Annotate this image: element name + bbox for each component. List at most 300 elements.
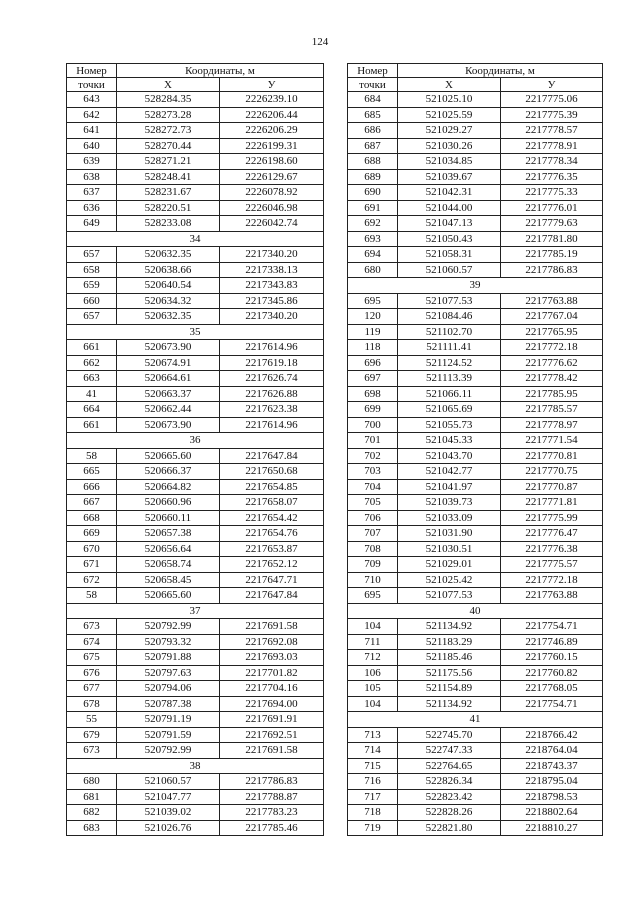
x-coordinate-cell: 521025.42 — [398, 572, 501, 588]
y-coordinate-cell: 2217786.83 — [501, 262, 603, 278]
coordinates-table-right — [347, 63, 603, 836]
x-coordinate-cell: 521039.67 — [398, 169, 501, 185]
point-number-cell: 697 — [348, 371, 398, 387]
point-number-cell: 709 — [348, 557, 398, 573]
point-number-header: Номер — [348, 64, 398, 78]
point-number-cell: 638 — [67, 169, 117, 185]
y-coordinate-cell: 2217340.20 — [220, 309, 324, 325]
x-coordinate-cell: 521047.77 — [117, 789, 220, 805]
y-coordinate-cell: 2217345.86 — [220, 293, 324, 309]
x-coordinate-cell: 521113.39 — [398, 371, 501, 387]
point-number-cell: 716 — [348, 774, 398, 790]
point-number-cell: 658 — [67, 262, 117, 278]
y-coordinate-cell: 2218743.37 — [501, 758, 603, 774]
table-row — [348, 340, 603, 356]
x-coordinate-cell: 520673.90 — [117, 340, 220, 356]
table-row — [348, 572, 603, 588]
x-coordinate-cell: 521084.46 — [398, 309, 501, 325]
coordinates-table-left — [66, 63, 324, 836]
x-coordinate-cell: 521043.70 — [398, 448, 501, 464]
point-number-cell: 55 — [67, 712, 117, 728]
table-row — [67, 154, 324, 170]
point-number-cell: 680 — [67, 774, 117, 790]
table-row — [348, 634, 603, 650]
y-coordinate-cell: 2217785.19 — [501, 247, 603, 263]
x-coordinate-cell: 520794.06 — [117, 681, 220, 697]
point-number-cell: 718 — [348, 805, 398, 821]
point-number-cell: 712 — [348, 650, 398, 666]
x-coordinate-cell: 520658.74 — [117, 557, 220, 573]
x-coordinate-cell: 528231.67 — [117, 185, 220, 201]
point-number-cell: 686 — [348, 123, 398, 139]
point-number-cell: 719 — [348, 820, 398, 836]
table-row — [67, 479, 324, 495]
y-coordinate-cell: 2217779.63 — [501, 216, 603, 232]
table-row — [67, 464, 324, 480]
x-coordinate-cell: 520660.96 — [117, 495, 220, 511]
y-coordinate-cell: 2217770.81 — [501, 448, 603, 464]
x-column-header: X — [117, 78, 220, 92]
table-row — [348, 293, 603, 309]
x-coordinate-cell: 521029.01 — [398, 557, 501, 573]
point-number-cell: 671 — [67, 557, 117, 573]
point-number-cell: 704 — [348, 479, 398, 495]
point-number-cell: 673 — [67, 619, 117, 635]
x-coordinate-cell: 520634.32 — [117, 293, 220, 309]
x-coordinate-cell: 528270.44 — [117, 138, 220, 154]
x-coordinate-cell: 521055.73 — [398, 417, 501, 433]
point-number-cell: 58 — [67, 588, 117, 604]
x-coordinate-cell: 520662.44 — [117, 402, 220, 418]
point-number-cell: 690 — [348, 185, 398, 201]
x-coordinate-cell: 521039.02 — [117, 805, 220, 821]
y-coordinate-cell: 2217623.38 — [220, 402, 324, 418]
point-number-cell: 681 — [67, 789, 117, 805]
y-coordinate-cell: 2217770.87 — [501, 479, 603, 495]
table-row — [348, 402, 603, 418]
table-row — [348, 510, 603, 526]
table-body-left — [67, 92, 324, 836]
table-row — [67, 774, 324, 790]
table-row — [67, 309, 324, 325]
point-number-cell: 706 — [348, 510, 398, 526]
table-row — [67, 293, 324, 309]
point-number-cell: 120 — [348, 309, 398, 325]
y-coordinate-cell: 2217776.38 — [501, 541, 603, 557]
y-coordinate-cell: 2217691.58 — [220, 743, 324, 759]
x-coordinate-cell: 521034.85 — [398, 154, 501, 170]
table-row — [67, 340, 324, 356]
table-row — [67, 216, 324, 232]
y-coordinate-cell: 2217776.01 — [501, 200, 603, 216]
table-row — [67, 386, 324, 402]
x-coordinate-cell: 520674.91 — [117, 355, 220, 371]
x-coordinate-cell: 521185.46 — [398, 650, 501, 666]
x-coordinate-cell: 520657.38 — [117, 526, 220, 542]
y-coordinate-cell: 2217654.42 — [220, 510, 324, 526]
point-number-cell: 687 — [348, 138, 398, 154]
table-row — [348, 696, 603, 712]
point-number-cell: 662 — [67, 355, 117, 371]
point-number-cell: 106 — [348, 665, 398, 681]
table-row — [67, 727, 324, 743]
x-coordinate-cell: 521124.52 — [398, 355, 501, 371]
x-coordinate-cell: 522826.34 — [398, 774, 501, 790]
point-number-cell: 695 — [348, 588, 398, 604]
y-coordinate-cell: 2217785.57 — [501, 402, 603, 418]
page-number: 124 — [311, 36, 329, 48]
y-coordinate-cell: 2217340.20 — [220, 247, 324, 263]
y-coordinate-cell: 2217691.58 — [220, 619, 324, 635]
y-coordinate-cell: 2217767.04 — [501, 309, 603, 325]
y-coordinate-cell: 2226206.29 — [220, 123, 324, 139]
table-row — [67, 169, 324, 185]
point-number-cell: 639 — [67, 154, 117, 170]
point-number-cell: 666 — [67, 479, 117, 495]
y-coordinate-cell: 2217653.87 — [220, 541, 324, 557]
coordinates-header: Координаты, м — [117, 64, 324, 78]
point-number-cell: 649 — [67, 216, 117, 232]
x-coordinate-cell: 520632.35 — [117, 247, 220, 263]
table-row — [348, 464, 603, 480]
x-coordinate-cell: 522747.33 — [398, 743, 501, 759]
x-coordinate-cell: 521154.89 — [398, 681, 501, 697]
x-coordinate-cell: 528272.73 — [117, 123, 220, 139]
x-coordinate-cell: 521030.51 — [398, 541, 501, 557]
table-row — [67, 138, 324, 154]
table-row — [348, 526, 603, 542]
y-coordinate-cell: 2217775.06 — [501, 92, 603, 108]
y-coordinate-cell: 2218764.04 — [501, 743, 603, 759]
point-number-cell: 640 — [67, 138, 117, 154]
y-coordinate-cell: 2217768.05 — [501, 681, 603, 697]
table-row — [67, 371, 324, 387]
x-coordinate-cell: 528220.51 — [117, 200, 220, 216]
x-coordinate-cell: 521026.76 — [117, 820, 220, 836]
section-number: 41 — [348, 712, 603, 728]
y-coordinate-cell: 2226046.98 — [220, 200, 324, 216]
table-row — [348, 169, 603, 185]
point-number-cell: 685 — [348, 107, 398, 123]
point-number-cell: 694 — [348, 247, 398, 263]
x-coordinate-cell: 521039.73 — [398, 495, 501, 511]
x-coordinate-cell: 520787.38 — [117, 696, 220, 712]
y-coordinate-cell: 2217771.54 — [501, 433, 603, 449]
x-coordinate-cell: 520791.88 — [117, 650, 220, 666]
table-row — [67, 696, 324, 712]
y-coordinate-cell: 2217785.46 — [220, 820, 324, 836]
x-coordinate-cell: 520658.45 — [117, 572, 220, 588]
point-number-cell: 104 — [348, 619, 398, 635]
point-number-cell: 700 — [348, 417, 398, 433]
table-row — [67, 247, 324, 263]
y-coordinate-cell: 2217619.18 — [220, 355, 324, 371]
x-coordinate-cell: 528233.08 — [117, 216, 220, 232]
table-row — [348, 650, 603, 666]
table-row — [348, 479, 603, 495]
y-coordinate-cell: 2226199.31 — [220, 138, 324, 154]
table-row — [348, 805, 603, 821]
table-row — [67, 805, 324, 821]
table-row — [348, 309, 603, 325]
x-coordinate-cell: 521175.56 — [398, 665, 501, 681]
x-coordinate-cell: 522828.26 — [398, 805, 501, 821]
y-coordinate-cell: 2226198.60 — [220, 154, 324, 170]
y-coordinate-cell: 2217693.03 — [220, 650, 324, 666]
y-coordinate-cell: 2217776.62 — [501, 355, 603, 371]
table-row — [348, 417, 603, 433]
section-row — [67, 758, 324, 774]
x-coordinate-cell: 521060.57 — [398, 262, 501, 278]
x-coordinate-cell: 521102.70 — [398, 324, 501, 340]
point-number-cell: 660 — [67, 293, 117, 309]
table-row — [67, 495, 324, 511]
table-row — [67, 107, 324, 123]
point-number-header-line2: точки — [67, 78, 117, 92]
y-coordinate-cell: 2217772.18 — [501, 340, 603, 356]
point-number-cell: 668 — [67, 510, 117, 526]
point-number-cell: 684 — [348, 92, 398, 108]
point-number-cell: 637 — [67, 185, 117, 201]
y-coordinate-cell: 2217765.95 — [501, 324, 603, 340]
table-row — [348, 154, 603, 170]
point-number-cell: 679 — [67, 727, 117, 743]
table-row — [67, 789, 324, 805]
section-number: 37 — [67, 603, 324, 619]
point-number-header: Номер — [67, 64, 117, 78]
table-row — [348, 665, 603, 681]
section-row — [67, 603, 324, 619]
x-coordinate-cell: 520660.11 — [117, 510, 220, 526]
y-coordinate-cell: 2217778.97 — [501, 417, 603, 433]
table-row — [348, 355, 603, 371]
x-coordinate-cell: 520640.54 — [117, 278, 220, 294]
point-number-cell: 678 — [67, 696, 117, 712]
y-coordinate-cell: 2226042.74 — [220, 216, 324, 232]
point-number-cell: 657 — [67, 309, 117, 325]
table-row — [348, 371, 603, 387]
x-coordinate-cell: 521045.33 — [398, 433, 501, 449]
y-coordinate-cell: 2217775.99 — [501, 510, 603, 526]
point-number-header-line2: точки — [348, 78, 398, 92]
section-row — [67, 231, 324, 247]
y-coordinate-cell: 2217770.75 — [501, 464, 603, 480]
y-coordinate-cell: 2217781.80 — [501, 231, 603, 247]
point-number-cell: 643 — [67, 92, 117, 108]
y-coordinate-cell: 2217771.81 — [501, 495, 603, 511]
x-coordinate-cell: 520793.32 — [117, 634, 220, 650]
y-coordinate-cell: 2217775.33 — [501, 185, 603, 201]
x-coordinate-cell: 521134.92 — [398, 696, 501, 712]
x-coordinate-cell: 521030.26 — [398, 138, 501, 154]
point-number-cell: 642 — [67, 107, 117, 123]
table-row — [348, 107, 603, 123]
point-number-cell: 680 — [348, 262, 398, 278]
point-number-cell: 118 — [348, 340, 398, 356]
x-coordinate-cell: 520666.37 — [117, 464, 220, 480]
x-coordinate-cell: 521025.59 — [398, 107, 501, 123]
y-coordinate-cell: 2217760.15 — [501, 650, 603, 666]
x-coordinate-cell: 521134.92 — [398, 619, 501, 635]
x-coordinate-cell: 520656.64 — [117, 541, 220, 557]
table-row — [348, 216, 603, 232]
table-row — [67, 665, 324, 681]
point-number-cell: 696 — [348, 355, 398, 371]
table-row — [348, 92, 603, 108]
y-coordinate-cell: 2217343.83 — [220, 278, 324, 294]
table-body-right — [348, 92, 603, 836]
x-coordinate-cell: 521058.31 — [398, 247, 501, 263]
y-coordinate-cell: 2217754.71 — [501, 619, 603, 635]
y-coordinate-cell: 2217776.47 — [501, 526, 603, 542]
x-coordinate-cell: 520792.99 — [117, 743, 220, 759]
x-coordinate-cell: 521042.31 — [398, 185, 501, 201]
table-row — [67, 820, 324, 836]
x-coordinate-cell: 521044.00 — [398, 200, 501, 216]
x-coordinate-cell: 520792.99 — [117, 619, 220, 635]
point-number-cell: 58 — [67, 448, 117, 464]
y-coordinate-cell: 2226129.67 — [220, 169, 324, 185]
point-number-cell: 701 — [348, 433, 398, 449]
x-coordinate-cell: 521042.77 — [398, 464, 501, 480]
table-row — [67, 92, 324, 108]
point-number-cell: 717 — [348, 789, 398, 805]
x-coordinate-cell: 521183.29 — [398, 634, 501, 650]
point-number-cell: 119 — [348, 324, 398, 340]
x-coordinate-cell: 521050.43 — [398, 231, 501, 247]
section-row — [348, 278, 603, 294]
table-row — [348, 820, 603, 836]
table-row — [67, 355, 324, 371]
y-coordinate-cell: 2217626.88 — [220, 386, 324, 402]
y-coordinate-cell: 2217338.13 — [220, 262, 324, 278]
table-row — [348, 588, 603, 604]
point-number-cell: 713 — [348, 727, 398, 743]
section-row — [348, 603, 603, 619]
point-number-cell: 664 — [67, 402, 117, 418]
y-coordinate-cell: 2217692.51 — [220, 727, 324, 743]
y-coordinate-cell: 2217772.18 — [501, 572, 603, 588]
y-coordinate-cell: 2217614.96 — [220, 340, 324, 356]
table-row — [348, 789, 603, 805]
point-number-cell: 715 — [348, 758, 398, 774]
table-row — [348, 541, 603, 557]
point-number-cell: 672 — [67, 572, 117, 588]
table-row — [67, 619, 324, 635]
point-number-cell: 676 — [67, 665, 117, 681]
point-number-cell: 669 — [67, 526, 117, 542]
x-coordinate-cell: 520665.60 — [117, 448, 220, 464]
point-number-cell: 693 — [348, 231, 398, 247]
y-coordinate-cell: 2218766.42 — [501, 727, 603, 743]
table-row — [67, 262, 324, 278]
x-coordinate-cell: 520791.59 — [117, 727, 220, 743]
y-coordinate-cell: 2217647.84 — [220, 588, 324, 604]
table-row — [348, 619, 603, 635]
point-number-cell: 665 — [67, 464, 117, 480]
table-row — [348, 727, 603, 743]
y-coordinate-cell: 2217704.16 — [220, 681, 324, 697]
x-coordinate-cell: 521077.53 — [398, 588, 501, 604]
table-row — [67, 557, 324, 573]
point-number-cell: 636 — [67, 200, 117, 216]
y-coordinate-cell: 2217647.84 — [220, 448, 324, 464]
point-number-cell: 695 — [348, 293, 398, 309]
point-number-cell: 663 — [67, 371, 117, 387]
table-row — [348, 324, 603, 340]
y-coordinate-cell: 2217778.34 — [501, 154, 603, 170]
table-row — [67, 448, 324, 464]
x-coordinate-cell: 521029.27 — [398, 123, 501, 139]
x-coordinate-cell: 520664.61 — [117, 371, 220, 387]
point-number-cell: 105 — [348, 681, 398, 697]
table-row — [348, 681, 603, 697]
x-coordinate-cell: 528271.21 — [117, 154, 220, 170]
table-row — [67, 743, 324, 759]
section-number: 35 — [67, 324, 324, 340]
point-number-cell: 677 — [67, 681, 117, 697]
y-coordinate-cell: 2217785.95 — [501, 386, 603, 402]
table-row — [348, 743, 603, 759]
point-number-cell: 691 — [348, 200, 398, 216]
y-coordinate-cell: 2217778.57 — [501, 123, 603, 139]
table-row — [67, 634, 324, 650]
y-coordinate-cell: 2217778.91 — [501, 138, 603, 154]
y-coordinate-cell: 2217776.35 — [501, 169, 603, 185]
point-number-cell: 659 — [67, 278, 117, 294]
table-row — [348, 433, 603, 449]
table-row — [348, 138, 603, 154]
x-coordinate-cell: 521047.13 — [398, 216, 501, 232]
point-number-cell: 641 — [67, 123, 117, 139]
x-coordinate-cell: 521041.97 — [398, 479, 501, 495]
x-coordinate-cell: 522764.65 — [398, 758, 501, 774]
table-row — [67, 510, 324, 526]
point-number-cell: 661 — [67, 417, 117, 433]
table-row — [67, 278, 324, 294]
y-coordinate-cell: 2217763.88 — [501, 293, 603, 309]
x-coordinate-cell: 521031.90 — [398, 526, 501, 542]
point-number-cell: 667 — [67, 495, 117, 511]
x-coordinate-cell: 521066.11 — [398, 386, 501, 402]
x-coordinate-cell: 521033.09 — [398, 510, 501, 526]
y-coordinate-cell: 2217775.39 — [501, 107, 603, 123]
x-coordinate-cell: 522823.42 — [398, 789, 501, 805]
point-number-cell: 707 — [348, 526, 398, 542]
y-coordinate-cell: 2217746.89 — [501, 634, 603, 650]
point-number-cell: 674 — [67, 634, 117, 650]
y-coordinate-cell: 2217778.42 — [501, 371, 603, 387]
table-row — [348, 495, 603, 511]
section-number: 40 — [348, 603, 603, 619]
point-number-cell: 699 — [348, 402, 398, 418]
y-coordinate-cell: 2217654.76 — [220, 526, 324, 542]
y-coordinate-cell: 2226206.44 — [220, 107, 324, 123]
y-column-header: У — [501, 78, 603, 92]
x-coordinate-cell: 520797.63 — [117, 665, 220, 681]
y-coordinate-cell: 2218798.53 — [501, 789, 603, 805]
y-coordinate-cell: 2217647.71 — [220, 572, 324, 588]
x-coordinate-cell: 528248.41 — [117, 169, 220, 185]
x-coordinate-cell: 528273.28 — [117, 107, 220, 123]
x-coordinate-cell: 520791.19 — [117, 712, 220, 728]
table-row — [348, 448, 603, 464]
y-coordinate-cell: 2218795.04 — [501, 774, 603, 790]
y-coordinate-cell: 2226078.92 — [220, 185, 324, 201]
table-row — [348, 386, 603, 402]
section-number: 36 — [67, 433, 324, 449]
point-number-cell: 661 — [67, 340, 117, 356]
